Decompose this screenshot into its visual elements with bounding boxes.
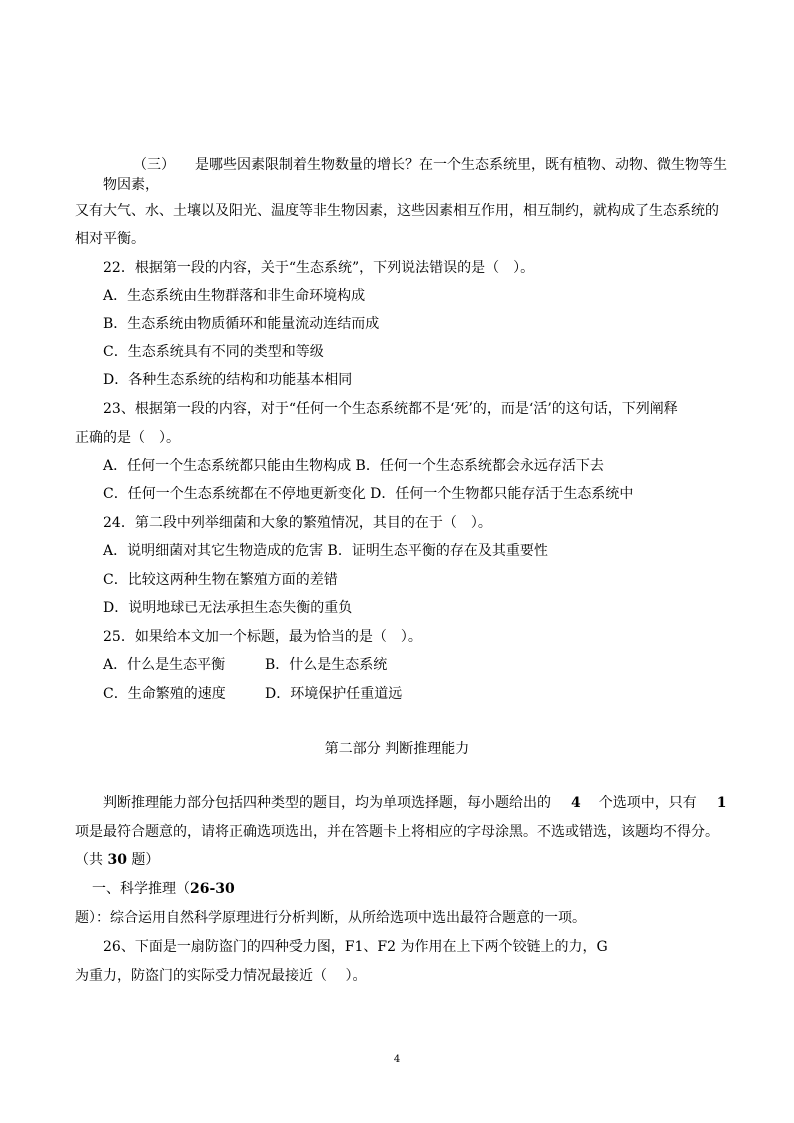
- question-24-options-ab: A．说明细菌对其它生物造成的危害 B．证明生态平衡的存在及其重要性: [103, 543, 548, 559]
- question-25-option-b: B．什么是生态系统: [265, 657, 388, 673]
- paragraph-label: （三）: [133, 157, 175, 173]
- question-23-options-cd: C．任何一个生态系统都在不停地更新变化 D．任何一个生物都只能存活于生态系统中: [103, 486, 634, 502]
- question-23-options-ab: A．任何一个生态系统都只能由生物构成 B．任何一个生态系统都会永远存活下去: [103, 458, 604, 474]
- question-22-option-d: D．各种生态系统的结构和功能基本相同: [103, 372, 353, 388]
- question-24-option-c: C．比较这两种生物在繁殖方面的差错: [103, 572, 338, 588]
- question-23-stem-line-2: 正确的是（ ）。: [75, 430, 180, 446]
- section-intro-line-2: 项是最符合题意的，请将正确选项选出，并在答题卡上将相应的字母涂黑。不选或错选，该题均不得分。: [75, 824, 719, 840]
- intro-text: （共: [75, 852, 108, 868]
- paragraph-3-line-1: [133, 155, 727, 175]
- subsection-text: 一、科学推理（: [92, 881, 190, 897]
- question-22-option-b: B．生态系统由物质循环和能量流动连结而成: [103, 316, 380, 332]
- subsection-heading: [92, 879, 235, 899]
- intro-text: 题）: [126, 852, 160, 868]
- question-26-line-2: 为重力，防盗门的实际受力情况最接近（ ）。: [75, 968, 367, 984]
- question-23-stem-line-1: 23、根据第一段的内容，对于“任何一个生态系统都不是‘死’的，而是‘活’的这句话，下列阐释: [103, 401, 678, 417]
- question-22-stem: 22．根据第一段的内容，关于“生态系统”，下列说法错误的是（ ）。: [103, 260, 535, 276]
- intro-number-1: 1: [716, 795, 727, 811]
- question-25-option-a: A．什么是生态平衡: [103, 657, 226, 673]
- subsection-range: 26-30: [190, 881, 235, 897]
- intro-text: 判断推理能力部分包括四种类型的题目，均为单项选择题，每小题给出的: [103, 795, 551, 811]
- paragraph-3-line-4: 相对平衡。: [75, 231, 145, 247]
- question-22-option-c: C．生态系统具有不同的类型和等级: [103, 344, 324, 360]
- question-22-option-a: A．生态系统由生物群落和非生命环境构成: [103, 288, 366, 304]
- page-number: 4: [393, 1054, 401, 1065]
- section-intro-line-1: [103, 793, 727, 813]
- intro-number-4: 4: [571, 795, 581, 811]
- subsection-description: 题）：综合运用自然科学原理进行分析判断，从所给选项中选出最符合题意的一项。: [75, 910, 586, 926]
- question-25-stem: 25．如果给本文加一个标题，最为恰当的是（ ）。: [103, 629, 422, 645]
- section-intro-line-3: [75, 850, 159, 870]
- intro-text: 个选项中，只有: [598, 795, 697, 811]
- section-title: 第二部分 判断推理能力: [324, 741, 470, 757]
- question-26-line-1: 26、下面是一扇防盗门的四种受力图，F1、F2 为作用在上下两个铰链上的力，G: [103, 939, 608, 955]
- question-25-option-d: D．环境保护任重道远: [265, 686, 403, 702]
- paragraph-text: 是哪些因素限制着生物数量的增长？在一个生态系统里，既有植物、动物、微生物等生: [195, 157, 727, 173]
- paragraph-3-line-3: 又有大气、水、土壤以及阳光、温度等非生物因素，这些因素相互作用，相互制约，就构成了生态系统的: [75, 203, 719, 219]
- question-24-option-d: D．说明地球已无法承担生态失衡的重负: [103, 600, 353, 616]
- paragraph-3-line-2: 物因素，: [103, 177, 159, 193]
- question-25-option-c: C．生命繁殖的速度: [103, 686, 226, 702]
- intro-number-30: 30: [107, 852, 127, 868]
- question-24-stem: 24．第二段中列举细菌和大象的繁殖情况，其目的在于（ ）。: [103, 515, 492, 531]
